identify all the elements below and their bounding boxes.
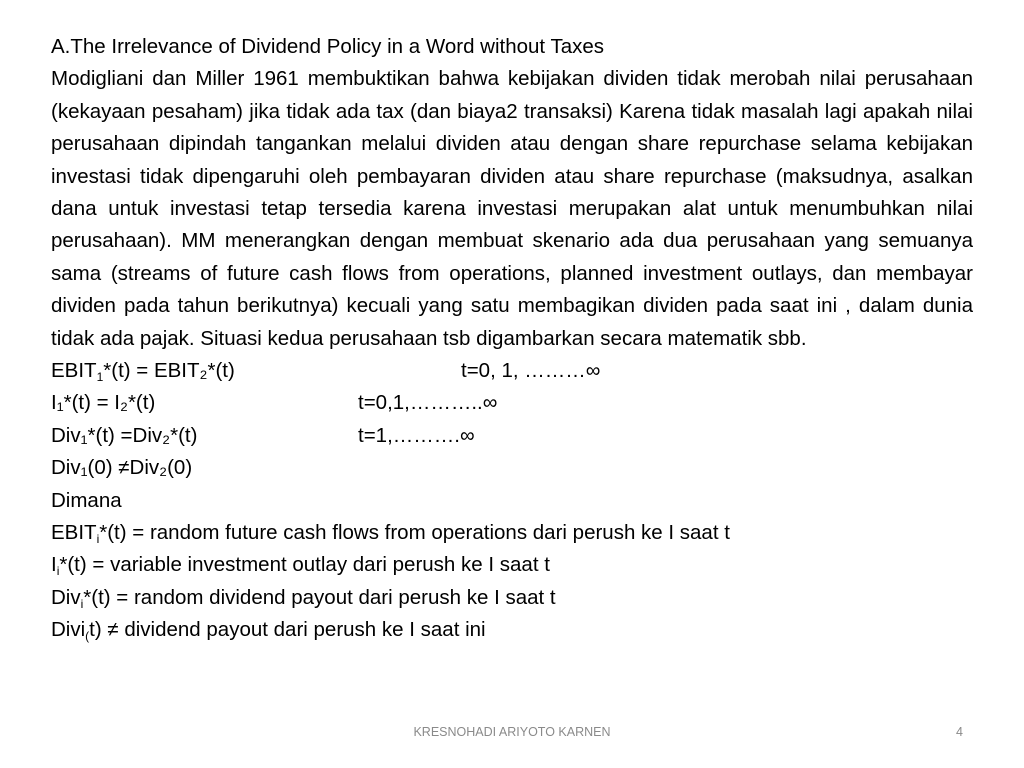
definition-dividend-now: Divi$_($t) ≠ dividend payout dari perush ke I saat ini bbox=[51, 618, 486, 644]
inequality-line: Div₁(0) ≠Div₂(0) bbox=[51, 456, 193, 480]
equation-row-dividend bbox=[51, 420, 973, 452]
equation-lhs: I₁*(t) = I₂*(t) bbox=[51, 391, 156, 415]
definition-ebit: $EBIT_i*(t)$ = random future cash flows from operations dari perush ke I saat t bbox=[51, 521, 730, 546]
definition-investment: $I_i*(t)$ = variable investment outlay dari perush ke I saat t bbox=[51, 553, 550, 579]
equation-subscript: 1 bbox=[96, 370, 104, 385]
dimana-label: Dimana bbox=[51, 488, 122, 512]
footer-author: KRESNOHADI ARIYOTO KARNEN bbox=[413, 725, 611, 739]
equation-row-investment bbox=[51, 387, 973, 419]
body-paragraph: Modigliani dan Miller 1961 membuktikan bahwa kebijakan dividen tidak merobah nilai perusahaan (kekayaan pesaham) jika tidak ada tax (dan biaya2 transaksi) Karena tidak masalah lagi apakah nilai perusahaan dipindah tangankan melalui dividen atau dengan share repurchase selama kebijakan investasi tidak dipengaruhi oleh pembayaran dividen atau share repurchase (maksudnya, asalkan dana untuk investasi tetap tersedia karena investasi merupakan alat untuk menumbuhkan nilai perusahaan). MM menerangkan dengan membuat skenario ada dua perusahaan yang semuanya sama (streams of future cash flows from operations, planned investment outlays, dan membayar dividen pada tahun berikutnya) kecuali yang satu membagikan dividen pada saat ini , dalam dunia tidak ada pajak. Situasi kedua perusahaan tsb digambarkan secara matematik sbb. bbox=[51, 67, 973, 350]
equation-lhs: Div₁*(t) =Div₂*(t) bbox=[51, 423, 198, 447]
equation-range: t=1,……….∞ bbox=[358, 423, 475, 447]
page-number: 4 bbox=[956, 725, 963, 739]
slide-heading: A.The Irrelevance of Dividend Policy in a Word without Taxes bbox=[51, 35, 605, 58]
equation-range: t=0,1,………..∞ bbox=[358, 391, 498, 415]
definition-dividend: Div$_i$*(t) = random dividend payout dari perush ke I saat t bbox=[51, 585, 556, 611]
equation-row-ebit bbox=[51, 355, 973, 387]
equation-lhs: $EBIT_1*(t)$ = EBIT₂*(t) bbox=[51, 359, 235, 385]
slide-content bbox=[51, 31, 973, 647]
equation-range: t=0, 1, ………∞ bbox=[461, 359, 601, 383]
